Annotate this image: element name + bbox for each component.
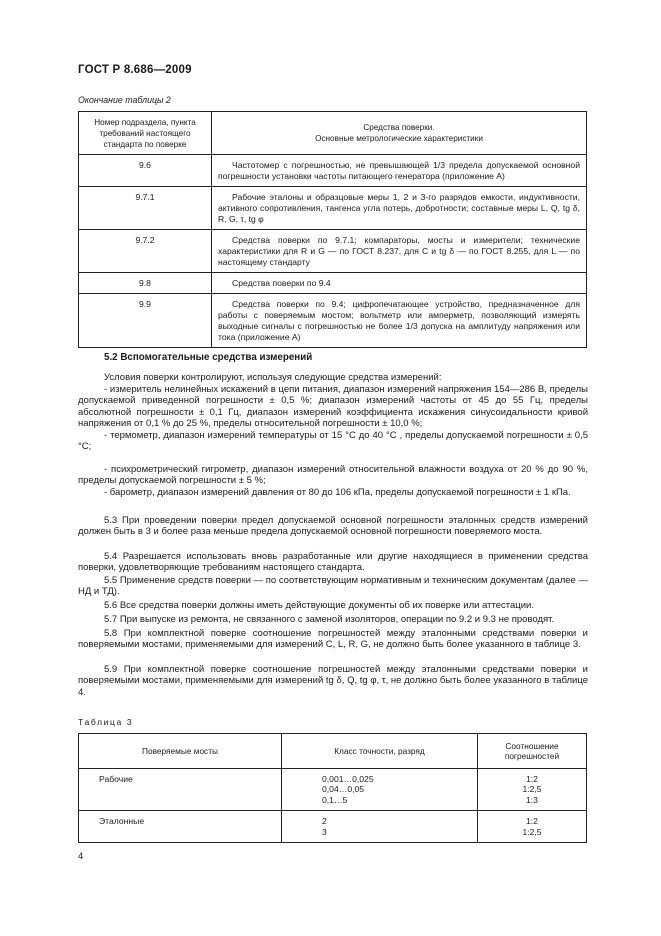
column-header-verification-means — [212, 112, 587, 155]
table-row — [79, 187, 587, 230]
paragraph-text: 5.4 Разрешается использовать вновь разработанные или другие находящиеся в применении средства поверки, удовлетворяющие требованиям настоящего стандарта. — [78, 551, 588, 574]
table3-caption: Таблица 3 — [78, 717, 134, 727]
paragraph-5-8 — [78, 628, 588, 651]
ratio-value: 1:2 — [526, 774, 538, 784]
table-row — [79, 769, 587, 811]
cell-section-number: 9.8 — [79, 273, 212, 294]
table-row — [79, 230, 587, 273]
list-item — [78, 384, 588, 429]
cell-error-ratio — [478, 811, 587, 843]
table2-caption: Окончание таблицы 2 — [78, 95, 171, 105]
cell-section-number: 9.7.1 — [79, 187, 212, 230]
cell-accuracy-class — [282, 811, 478, 843]
paragraph-5-6 — [78, 600, 588, 611]
paragraph-text: 5.5 Применение средств поверки — по соответствующим нормативным и техническим документам (далее — НД и ТД). — [78, 575, 588, 598]
paragraph-5-9 — [78, 664, 588, 698]
paragraph-5-5 — [78, 575, 588, 598]
list-item — [78, 430, 588, 453]
paragraph-5-4 — [78, 551, 588, 574]
cell-text: Частотомер с погрешностью, не превышающей 1/3 предела допускаемой основной погрешности установки частоты питающего генератора (приложение А) — [218, 160, 580, 181]
table-row — [79, 155, 587, 187]
table-header-row — [79, 112, 587, 155]
table-2 — [78, 111, 587, 348]
class-value: 0,1…5 — [322, 794, 348, 805]
paragraph-5-7 — [78, 614, 588, 625]
paragraph-text: 5.6 Все средства поверки должны иметь действующие документы об их поверке или аттестации. — [104, 600, 534, 611]
class-value: 0,04…0,05 — [322, 784, 365, 795]
cell-error-ratio — [478, 769, 587, 811]
page-number: 4 — [78, 851, 84, 862]
class-value: 2 — [322, 816, 327, 827]
ratio-value: 1:3 — [526, 794, 538, 805]
paragraph-text: 5.3 При проведении поверки предел допускаемой основной погрешности эталонных средств измерений должен быть в 3 и более раза меньше предела допускаемой основной погрешности поверяемого моста. — [78, 515, 588, 538]
cell-bridge-type: Рабочие — [79, 769, 282, 811]
list-item-text: - измеритель нелинейных искажений в цепи питания, диапазон измерений напряжения 154—286 В, пределы допускаемой приведенной погрешности ± 0,5 %; диапазон измерений частоты от 45 до 55 Гц, пределы абсолютной погрешности ± 0,1 Гц, диапазон измерений коэффициента искажения синусоидальности кривой напряжения от 0,1 % до 25 %, пределы относительной погрешности ± 10,0 %; — [78, 384, 588, 430]
header-line: требований настоящего — [99, 129, 191, 138]
list-item-text: - термометр, диапазон измерений температуры от 15 °C до 40 °C , пределы допускаемой погрешности ± 0,5 °C; — [78, 430, 588, 453]
paragraph-text: 5.9 При комплектной поверке соотношение погрешностей между эталонными средствами поверки и поверяемыми мостами, применяемыми для измерений tg δ, Q, tg φ, τ, не должно быть более указанного в таблице 4. — [78, 664, 588, 698]
cell-text: Рабочие эталоны и образцовые меры 1, 2 и 3-го разрядов емкости, индуктивности, активного сопротивления, тангенса угла потерь, добротности; составные меры L, Q, tg δ, R, G, τ, tg φ — [218, 192, 580, 224]
table-row — [79, 811, 587, 843]
list-item — [78, 464, 588, 487]
table-header-row — [79, 734, 587, 769]
header-line: Средства поверки. — [363, 123, 435, 132]
paragraph-5-3 — [78, 515, 588, 538]
cell-section-number: 9.6 — [79, 155, 212, 187]
cell-accuracy-class — [282, 769, 478, 811]
section-intro — [78, 372, 588, 383]
list-item — [78, 487, 588, 498]
cell-description — [212, 155, 587, 187]
table-3 — [78, 733, 587, 843]
cell-description — [212, 294, 587, 348]
cell-text: Средства поверки по 9.4 — [232, 278, 331, 288]
class-value: 3 — [322, 826, 327, 837]
paragraph-text: 5.8 При комплектной поверке соотношение погрешностей между эталонными средствами поверки и поверяемыми мостами, применяемыми для измерений C, L, R, G, не должно быть более указанного в таблице 3. — [78, 628, 588, 651]
section-title: 5.2 Вспомогательные средства измерений — [104, 352, 313, 363]
cell-text: Средства поверки по 9.4; цифропечатающее устройство, предназначенное для работы с поверяемым мостом; вольтметр или амперметр, позволяющий измерять выходные сигналы с погрешностью не более 1/3 допуска на амплитуду напряжения или тока (приложение А) — [218, 299, 580, 342]
ratio-value: 1:2 — [526, 816, 538, 827]
column-header-error-ratio: Соотношение погрешностей — [478, 734, 587, 769]
ratio-value: 1:2,5 — [522, 826, 542, 837]
column-header-section-number — [79, 112, 212, 155]
cell-bridge-type: Эталонные — [79, 811, 282, 843]
column-header-accuracy-class: Класс точности, разряд — [282, 734, 478, 769]
intro-text: Условия поверки контролируют, используя следующие средства измерений: — [104, 372, 442, 383]
list-item-text: - психрометрический гигрометр, диапазон измерений относительной влажности воздуха от 20 % до 90 %, пределы допускаемой погрешности ± 5 %; — [78, 464, 588, 487]
header-line: Номер подраздела, пункта — [94, 118, 196, 127]
header-line: Основные метрологические характеристики — [315, 134, 483, 143]
document-id: ГОСТ Р 8.686—2009 — [78, 64, 192, 76]
ratio-value: 1:2,5 — [522, 784, 542, 795]
cell-section-number: 9.9 — [79, 294, 212, 348]
table-row — [79, 273, 587, 294]
cell-description — [212, 230, 587, 273]
cell-section-number: 9.7.2 — [79, 230, 212, 273]
column-header-bridges: Поверяемые мосты — [79, 734, 282, 769]
header-line: стандарта по поверке — [103, 140, 187, 149]
table-row — [79, 294, 587, 348]
class-value: 0,001…0,025 — [322, 774, 374, 784]
cell-description — [212, 273, 587, 294]
cell-text: Средства поверки по 9.7.1; компараторы, мосты и измерители; технические характеристики для R и G — по ГОСТ 8.237, для C и tg δ — по ГОСТ 8.255, для L — по настоящему стандарту — [218, 235, 580, 267]
paragraph-text: 5.7 При выпуске из ремонта, не связанного с заменой изоляторов, операции по 9.2 и 9.3 не проводят. — [104, 614, 555, 625]
cell-description — [212, 187, 587, 230]
list-item-text: - барометр, диапазон измерений давления от 80 до 106 кПа, пределы допускаемой погрешности ± 1 кПа. — [104, 487, 571, 498]
